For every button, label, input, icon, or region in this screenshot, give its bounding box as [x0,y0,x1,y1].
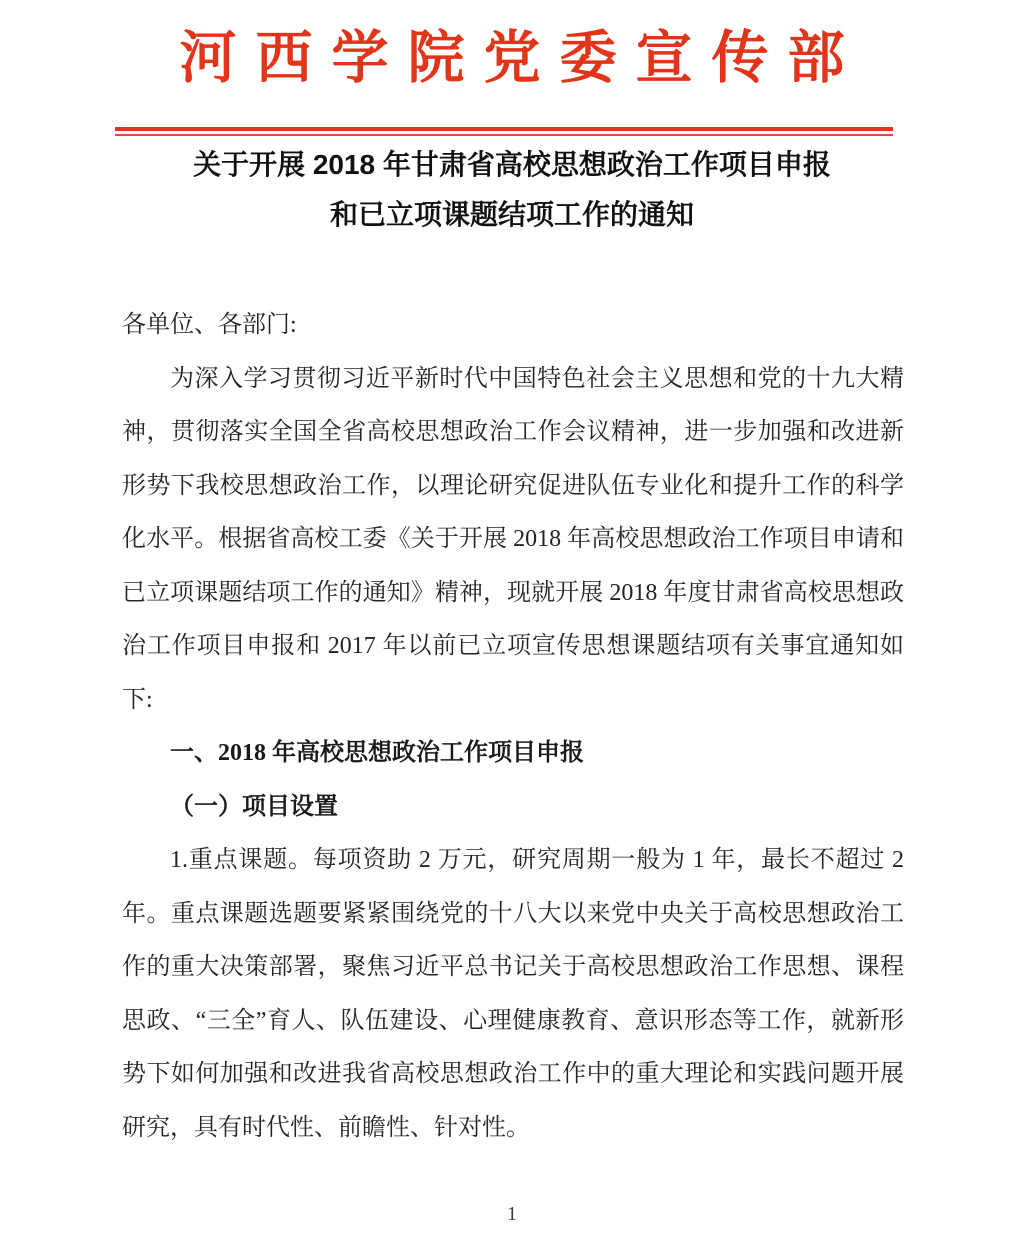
divider-thin-rule [115,134,893,136]
section-heading-1: 一、2018 年高校思想政治工作项目申报 [170,740,584,766]
body-paragraph-2: 1.重点课题。每项资助 2 万元，研究周期一般为 1 年，最长不超过 2 年。重点课题选题要紧紧围绕党的十八大以来党中央关于高校思想政治工作的重大决策部署，聚焦习近平总书记关于高校思想政治工作思想、课程思政、“三全”育人、队伍建设、心理健康教育、意识形态等工作，就新形势下如何加强和改进我省高校思想政治工作中的重大理论和实践问题开展研究，具有时代性、前瞻性、针对性。 [122,847,904,1141]
document-title-line-1: 关于开展 2018 年甘肃省高校思想政治工作项目申报 [193,149,831,180]
divider-thick-rule [115,127,893,131]
document-body [122,299,904,1155]
salutation: 各单位、各部门: [122,312,297,338]
document-title-line-2: 和已立项课题结项工作的通知 [329,199,694,230]
subsection-heading-1: （一）项目设置 [170,793,338,820]
letterhead-divider [115,127,893,136]
letterhead-title: 河西学院党委宣传部 [179,27,864,90]
page-number: 1 [507,1203,517,1225]
body-paragraph-1: 为深入学习贯彻习近平新时代中国特色社会主义思想和党的十九大精神，贯彻落实全国全省高校思想政治工作会议精神，进一步加强和改进新形势下我校思想政治工作，以理论研究促进队伍专业化和提升工作的科学化水平。根据省高校工委《关于开展 2018 年高校思想政治工作项目申请和已立项课题结项工作的通知》精神，现就开展 2018 年度甘肃省高校思想政治工作项目申报和 2017 年以前已立项宣传思想课题结项有关事宜通知如下: [122,365,904,713]
page-footer [0,1200,1024,1228]
document-title [0,140,1024,240]
